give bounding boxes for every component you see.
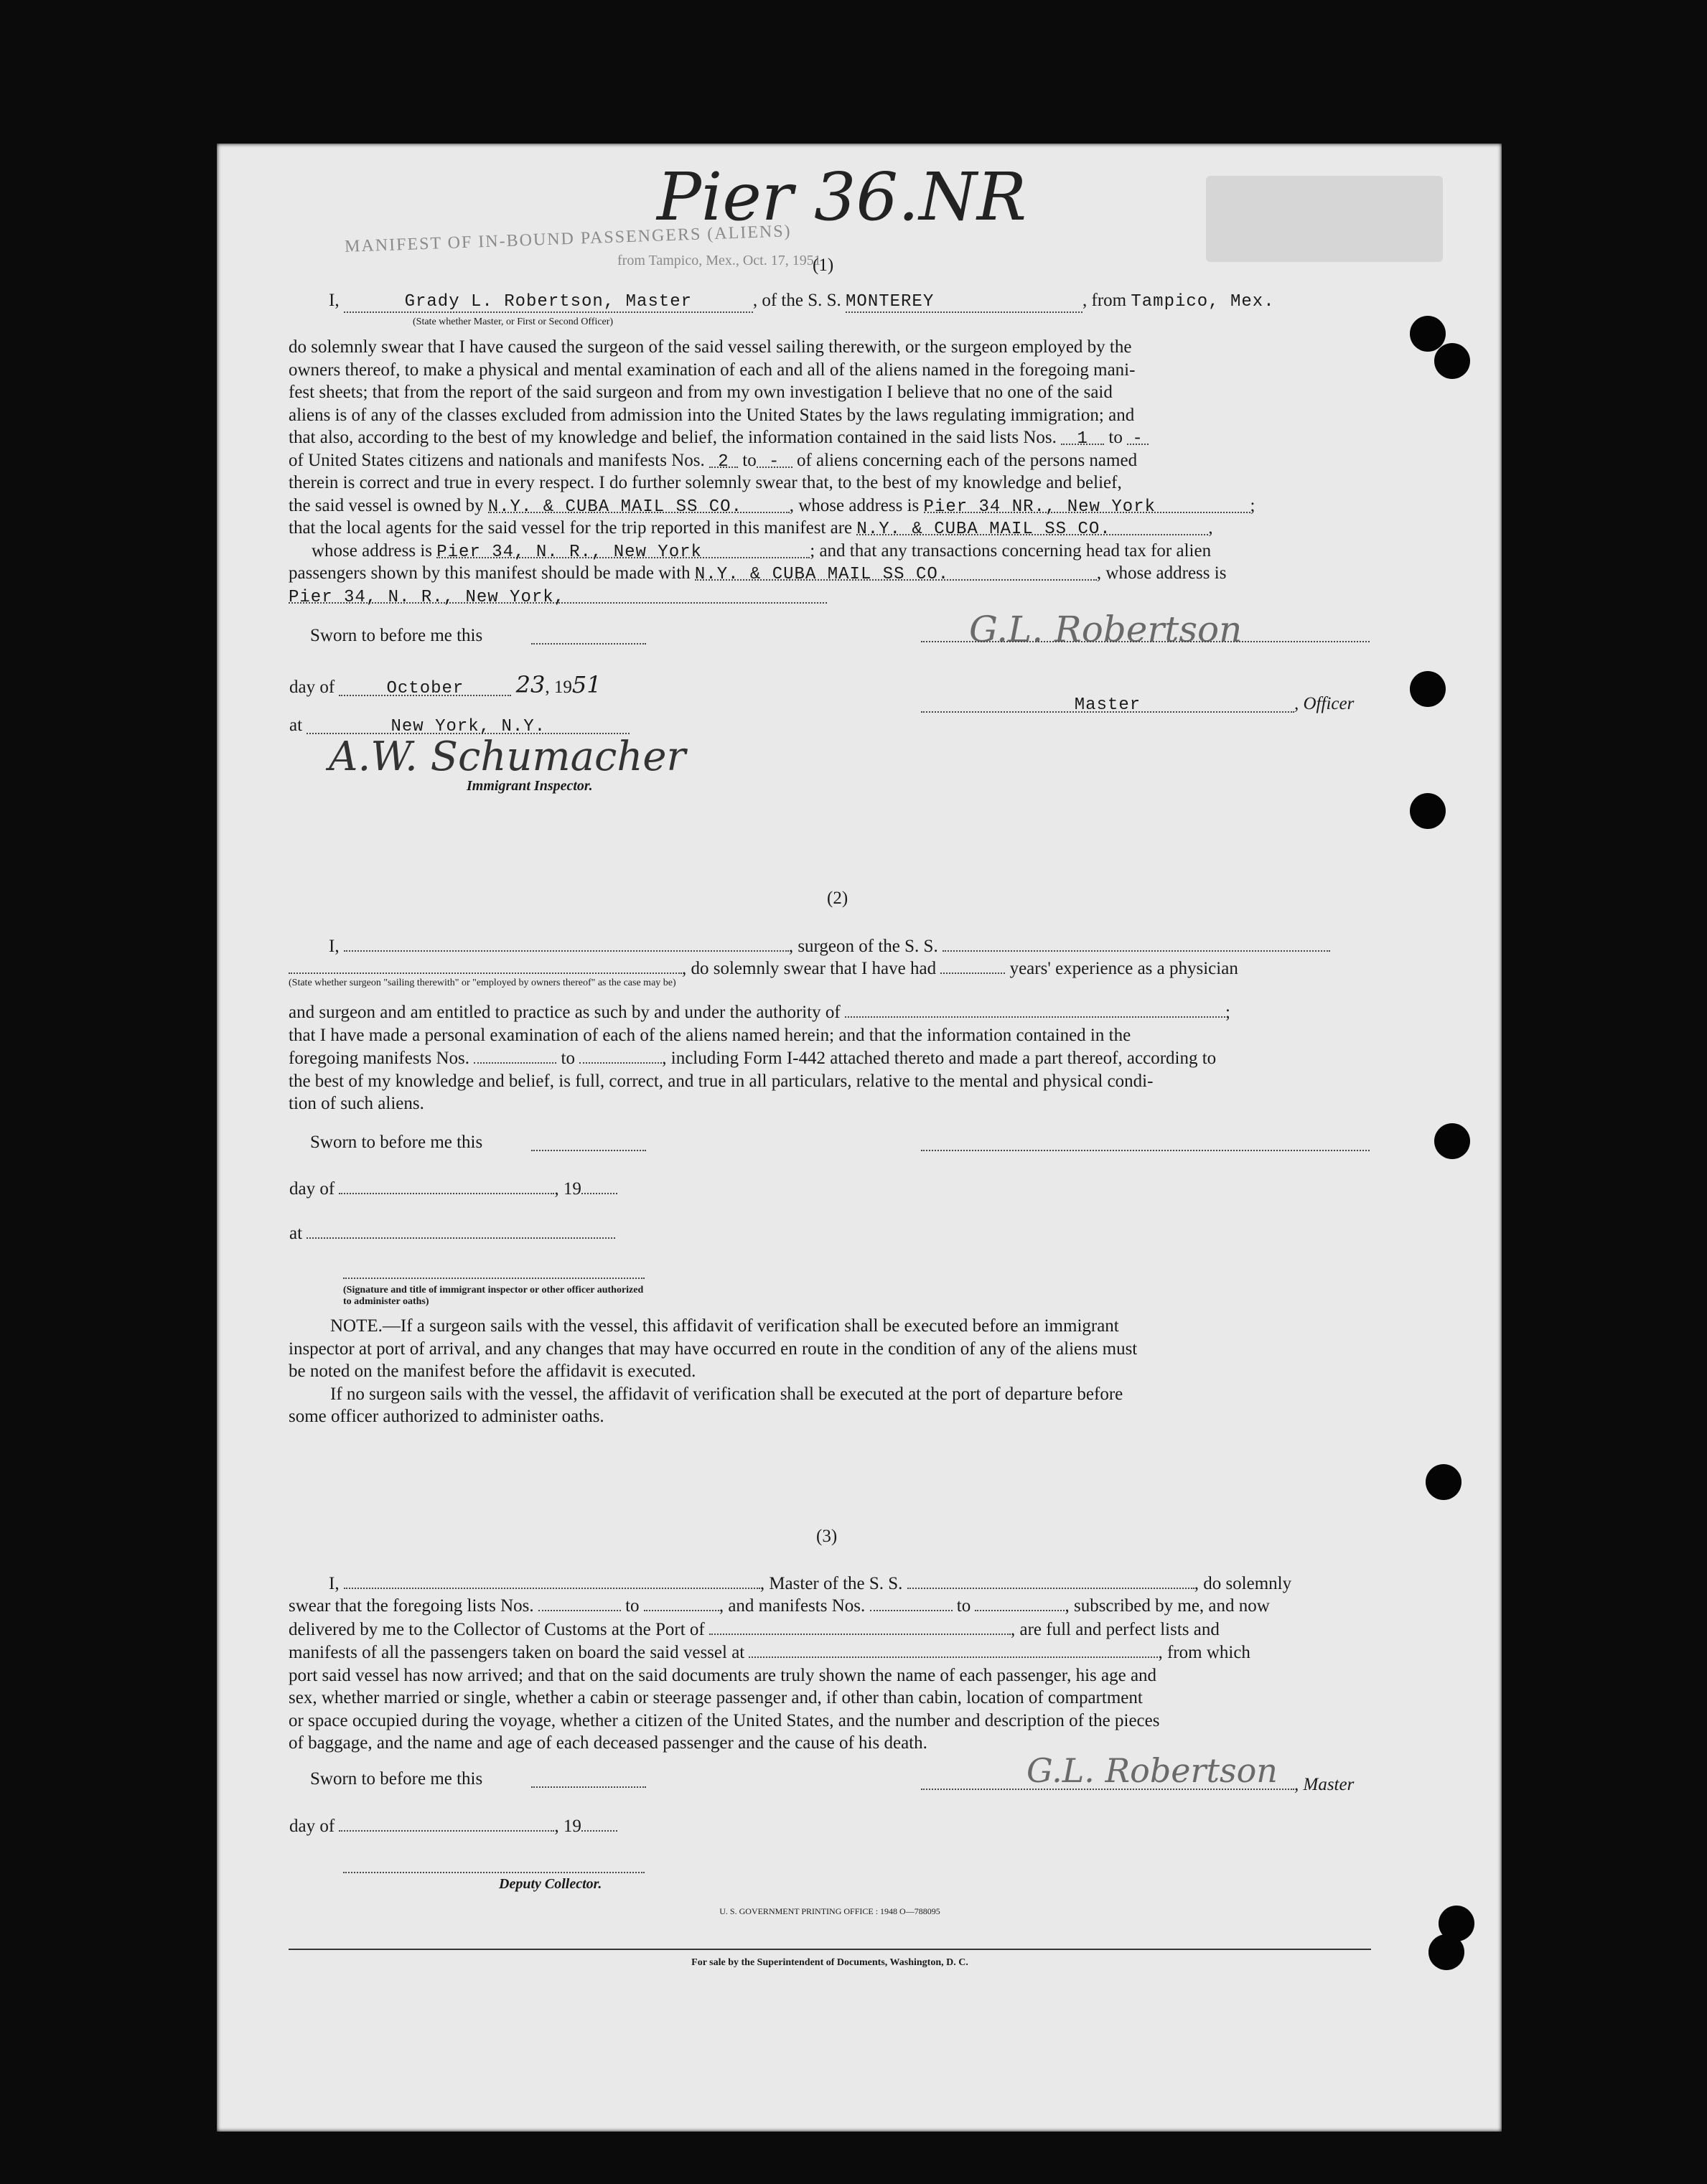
- sec1-line: fest sheets; that from the report of the said surgeon and from my own investigation I believe that no one of the said: [289, 383, 1113, 402]
- from-label: , from: [1082, 291, 1127, 310]
- sec2-sworn-line: [531, 1150, 646, 1151]
- sec1-line: whose address is Pier 34, N. R., New York ; and that any transactions concerning head tax for alien: [311, 540, 1212, 562]
- master-name: Grady L. Robertson, Master: [344, 292, 753, 313]
- sec3-line: sex, whether married or single, whether a cabin or steerage passenger and, if other than cabin, location of compartment: [289, 1688, 1143, 1707]
- sec2-sworn: Sworn to before me this: [310, 1133, 483, 1152]
- sec2-line: the best of my knowledge and belief, is full, correct, and true in all particulars, relative to the mental and physical condi-: [289, 1071, 1154, 1091]
- vessel-owner: N.Y. & CUBA MAIL SS CO.: [488, 496, 790, 513]
- punch-hole: [1434, 343, 1470, 379]
- sec3-ship-field[interactable]: [907, 1572, 1194, 1589]
- sec3-list-from[interactable]: [538, 1594, 621, 1611]
- section-3-number: (3): [816, 1527, 838, 1546]
- sec3-departure-field[interactable]: [749, 1641, 1158, 1658]
- day-of-label: day of: [289, 678, 335, 697]
- sec2-note: NOTE.—If a surgeon sails with the vessel, this affidavit of verification shall be executed before an immigrant inspector at port of arrival, and any changes that may have occurred en route in the condition of any of the aliens must be noted on the manifest before the affidavit is executed. If no surgeon sails with the vessel, the affidavit of verification shall be executed at the port of departure before some officer authorized to administer oaths.: [289, 1316, 1138, 1426]
- sec1-oath-header: [329, 291, 1377, 313]
- of-ss: , of the S. S.: [752, 291, 841, 310]
- sec3-day-field[interactable]: [339, 1814, 554, 1832]
- manifest-from: 2: [709, 451, 738, 468]
- punch-hole: [1410, 671, 1446, 707]
- surgeon-ship-field[interactable]: [943, 934, 1330, 952]
- surgeon-signature-line[interactable]: [921, 1150, 1370, 1151]
- sec2-date-row: day of , 19: [289, 1177, 617, 1199]
- sec1-line: that the local agents for the said vessel for the trip reported in this manifest are N.Y. & CUBA MAIL SS CO. ,: [289, 518, 1213, 539]
- handwritten-pier-note: Pier 36.NR: [657, 159, 1027, 235]
- place-field: New York, N.Y.: [307, 717, 630, 734]
- sec3-sworn: Sworn to before me this: [310, 1769, 483, 1789]
- punch-hole: [1410, 793, 1446, 829]
- punch-hole: [1428, 1934, 1464, 1970]
- list-to: -: [1127, 428, 1149, 445]
- sec1-line: owners thereof, to make a physical and mental examination of each and all of the aliens named in the foregoing mani-: [289, 360, 1136, 380]
- sec3-oath-body: swear that the foregoing lists Nos. to , and manifests Nos. to , subscribed by me, and now delivered by me to the Collector of Customs at the Port of , are full and perfect lists and manifests of all the passengers taken on board the said vessel at , from which port said vessel has now arrived; and that on the said documents are truly shown the name of each passenger, his age and sex, whether married or single, whether a cabin or steerage passenger and, if other than cabin, location of compartment or space occupied during the voyage, whether a citizen of the United States, and the number and description of the pieces of baggage, and the name and age of each deceased passenger and the cause of his death.: [289, 1594, 1371, 1755]
- sec3-line: port said vessel has now arrived; and that on the said documents are truly shown the name of each passenger, his age and: [289, 1665, 1157, 1685]
- sec3-master-name-field[interactable]: [344, 1572, 760, 1589]
- sec2-place-field[interactable]: [307, 1222, 615, 1239]
- sec3-master-row: , Master: [921, 1773, 1354, 1795]
- year-prefix: , 19: [545, 678, 572, 697]
- footer-rule: [289, 1949, 1371, 1950]
- list-from: 1: [1061, 428, 1104, 445]
- master-signature-1: G.L. Robertson: [969, 609, 1243, 650]
- sec3-manifest-from[interactable]: [870, 1594, 953, 1611]
- years-experience-field[interactable]: [940, 957, 1005, 974]
- inspector-signature: A.W. Schumacher: [329, 734, 686, 780]
- sec2-line-b: , do solemnly swear that I have had years' experience as a physician: [289, 957, 1238, 979]
- manifest-to: -: [757, 451, 792, 468]
- sec2-sig-note: (Signature and title of immigrant inspector or other officer authorized to administer oaths): [343, 1285, 644, 1307]
- punch-hole: [1426, 1464, 1462, 1500]
- ship-name: MONTEREY: [846, 292, 1082, 313]
- at-label: at: [289, 716, 303, 735]
- local-agent: N.Y. & CUBA MAIL SS CO.: [856, 518, 1208, 535]
- deputy-collector-title: Deputy Collector.: [499, 1876, 602, 1892]
- sec3-master-signature-line: [921, 1773, 1294, 1790]
- sec3-list-to[interactable]: [644, 1594, 719, 1611]
- head-tax-agent: N.Y. & CUBA MAIL SS CO.: [695, 563, 1097, 581]
- sec1-line: of United States citizens and nationals and manifests Nos. 2 to - of aliens concerning each of the persons named: [289, 450, 1138, 472]
- sec2-manifest-from[interactable]: [474, 1046, 556, 1064]
- master-rank-row: [921, 694, 1354, 714]
- surgeon-status-field[interactable]: [289, 957, 682, 974]
- sec1-line: do solemnly swear that I have caused the surgeon of the said vessel sailing therewith, or the surgeon employed by the: [289, 337, 1132, 357]
- section-2-number: (2): [827, 889, 848, 908]
- owner-address: Pier 34 NR., New York: [924, 496, 1250, 513]
- section-1-number: (1): [813, 256, 834, 275]
- head-tax-address: Pier 34, N. R., New York,: [289, 586, 827, 604]
- sec1-i: I,: [329, 291, 340, 310]
- sec2-manifest-to[interactable]: [579, 1046, 662, 1064]
- from-port: Tampico, Mex.: [1131, 292, 1275, 311]
- sec3-date-row: day of , 19: [289, 1814, 617, 1837]
- sec2-officer-signature-line[interactable]: [343, 1278, 645, 1279]
- inspector-title: Immigrant Inspector.: [467, 778, 593, 794]
- sec1-oath-body: [289, 336, 1371, 607]
- sec1-state-note: (State whether Master, or First or Second Officer): [413, 317, 614, 327]
- day-field: 23: [515, 671, 546, 698]
- faint-bleed-title: MANIFEST OF IN-BOUND PASSENGERS (ALIENS): [344, 222, 792, 256]
- sec1-place-row: [289, 716, 630, 736]
- sec2-oath-header: I, , surgeon of the S. S.: [329, 934, 1330, 957]
- sec2-day-field[interactable]: [339, 1177, 554, 1194]
- faint-bleed-subtitle: from Tampico, Mex., Oct. 17, 1951: [617, 253, 821, 268]
- master-signature-line-1: [921, 641, 1370, 642]
- sec3-oath-header: I, , Master of the S. S. , do solemnly: [329, 1572, 1291, 1594]
- sec3-line: or space occupied during the voyage, whether a citizen of the United States, and the number and description of the pieces: [289, 1710, 1160, 1730]
- sec1-line: passengers shown by this manifest should be made with N.Y. & CUBA MAIL SS CO. , whose address is: [289, 563, 1227, 584]
- authority-field[interactable]: [845, 1000, 1225, 1018]
- sec1-line: [289, 585, 1371, 608]
- surgeon-name-field[interactable]: [344, 934, 789, 952]
- sec1-date-row: [289, 671, 602, 698]
- deputy-signature-line[interactable]: [343, 1872, 645, 1873]
- gpo-imprint: U. S. GOVERNMENT PRINTING OFFICE : 1948 O—788095: [719, 1906, 940, 1916]
- sec3-year-field[interactable]: [581, 1814, 617, 1832]
- sec1-line: the said vessel is owned by N.Y. & CUBA MAIL SS CO. , whose address is Pier 34 NR., New York ;: [289, 495, 1255, 517]
- sec1-sworn-line: [531, 643, 646, 645]
- sec2-oath-body: and surgeon and am entitled to practice as such by and under the authority of ; that I have made a personal examination of each of the aliens named herein; and that the information contained in the foregoing manifests Nos. to , including Form I-442 attached thereto and made a part thereof, according to the best of my knowledge and belief, is full, correct, and true in all particulars, relative to the mental and physical condi- tion of such aliens.: [289, 1000, 1371, 1115]
- sec3-line: of baggage, and the name and age of each deceased passenger and the cause of his death.: [289, 1733, 927, 1753]
- master-signature-3: G.L. Robertson: [1026, 1751, 1278, 1790]
- sec3-port-field[interactable]: [709, 1618, 1011, 1635]
- punch-hole: [1434, 1123, 1470, 1159]
- sec2-year-field[interactable]: [581, 1177, 617, 1194]
- sec2-place-row: at: [289, 1222, 615, 1244]
- sec1-line: that also, according to the best of my knowledge and belief, the information contained in the said lists Nos. 1 to -: [289, 426, 1371, 449]
- sec1-line: aliens is of any of the classes excluded from admission into the United States by the laws regulating immigration; and: [289, 405, 1135, 425]
- year-field: 51: [571, 671, 602, 698]
- sale-notice: For sale by the Superintendent of Documents, Washington, D. C.: [691, 1957, 968, 1968]
- faint-stamp: [1206, 176, 1443, 262]
- sec2-line: tion of such aliens.: [289, 1094, 424, 1113]
- month-field: October: [339, 679, 511, 696]
- sec2-state-note: (State whether surgeon "sailing therewith" or "employed by owners thereof" as the case may be): [289, 978, 676, 988]
- sec1-line: therein is correct and true in every respect. I do further solemnly swear that, to the best of my knowledge and belief,: [289, 473, 1122, 492]
- officer-label: , Officer: [1294, 694, 1355, 713]
- sec3-manifest-to[interactable]: [975, 1594, 1065, 1611]
- rank-field: Master: [921, 695, 1294, 713]
- sec1-sworn: Sworn to before me this: [310, 626, 483, 645]
- sec3-sworn-line: [531, 1786, 646, 1788]
- sec2-line: that I have made a personal examination of each of the aliens named herein; and that the information contained in the: [289, 1025, 1131, 1045]
- agent-address: Pier 34, N. R., New York: [436, 541, 810, 558]
